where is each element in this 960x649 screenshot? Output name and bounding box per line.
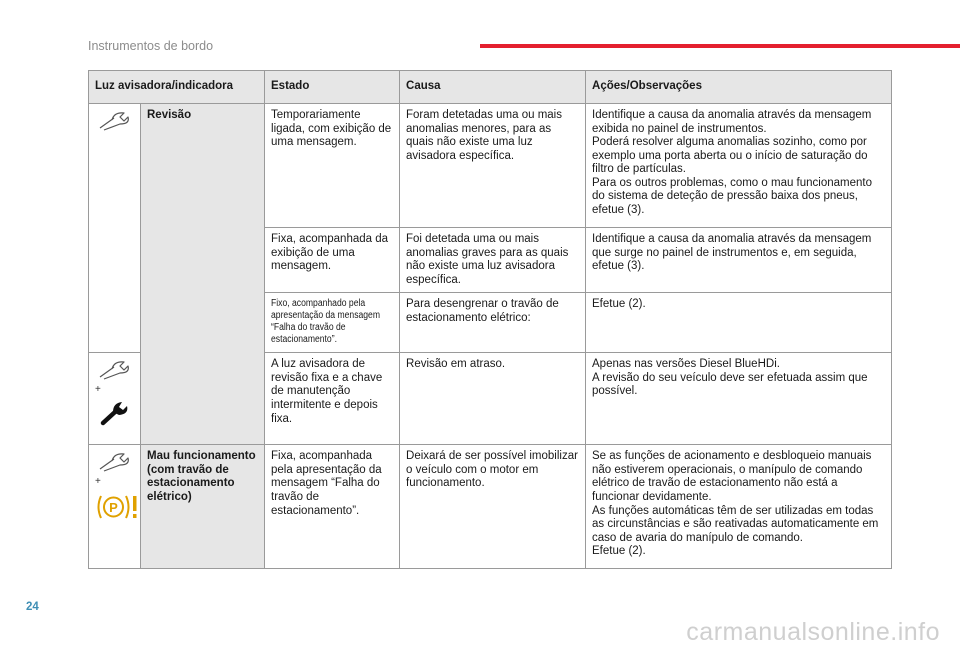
- watermark[interactable]: carmanualsonline.info: [686, 618, 940, 646]
- state-cell: [265, 293, 400, 353]
- state-cell: Fixa, acompanhada da exibição de uma mensagem.: [265, 228, 400, 293]
- state-cell: A luz avisadora de revisão fixa e a chave de manutenção intermitente e depois fixa.: [265, 353, 400, 445]
- state-cell: Temporariamente ligada, com exibição de uma mensagem.: [265, 104, 400, 228]
- state-text-condensed: Fixo, acompanhado pela apresentação da mensagem “Falha do travão de estacionamento”.: [271, 298, 381, 346]
- table-row: [89, 104, 892, 228]
- state-cell: Fixa, acompanhada pela apresentação da mensagem “Falha do travão de estacionamento”.: [265, 445, 400, 569]
- action-cell: Se as funções de acionamento e desbloqueio manuais não estiverem operacionais, o manípulo de comando elétrico de travão de estacionamento não está a funcionar devidamente. As funções automáticas têm de ser utilizadas em todas as circunstâncias e são reativadas automaticamente em caso de avaria do manípulo de comando. Efetue (2).: [586, 445, 892, 569]
- column-header-actions: Ações/Observações: [586, 71, 892, 104]
- cause-cell: Deixará de ser possível imobilizar o veículo com o motor em funcionamento.: [400, 445, 586, 569]
- action-cell: Apenas nas versões Diesel BlueHDi. A revisão do seu veículo deve ser efetuada assim que possível.: [586, 353, 892, 445]
- svg-text:P: P: [109, 500, 118, 516]
- wrench-outline-icon: [97, 109, 133, 131]
- cause-cell: Foram detetadas uma ou mais anomalias menores, para as quais não existe uma luz avisadora específica.: [400, 104, 586, 228]
- action-cell: Efetue (2).: [586, 293, 892, 353]
- action-cell: Identifique a causa da anomalia através da mensagem que surge no painel de instrumentos e, em seguida, efetue (3).: [586, 228, 892, 293]
- light-name-mau-funcionamento: Mau funcionamento (com travão de estacionamento elétrico): [141, 445, 265, 569]
- light-name-revisao: Revisão: [141, 104, 265, 445]
- running-title: Instrumentos de bordo: [88, 39, 214, 53]
- column-header-light: Luz avisadora/indicadora: [89, 71, 265, 104]
- column-header-cause: Causa: [400, 71, 586, 104]
- warning-lights-table: [88, 70, 892, 569]
- wrench-outline-icon: [97, 358, 133, 380]
- icon-cell-mau-funcionamento: [89, 445, 141, 569]
- wrench-outline-icon: [97, 450, 133, 472]
- cause-cell: Foi detetada uma ou mais anomalias graves para as quais não existe uma luz avisadora específica.: [400, 228, 586, 293]
- page-number: 24: [26, 601, 39, 613]
- table-row: [89, 445, 892, 569]
- column-header-state: Estado: [265, 71, 400, 104]
- action-cell: Identifique a causa da anomalia através da mensagem exibida no painel de instrumentos. Poderá resolver alguma anomalias sozinho, como por exemplo uma porta aberta ou o início de saturação do filtro de partículas. Para os outros problemas, como o mau funcionamento do sistema de deteção de pressão baixa dos pneus, efetue (3).: [586, 104, 892, 228]
- table-header-row: [89, 71, 892, 104]
- icon-cell-revisao: [89, 104, 141, 353]
- parking-brake-fault-icon: [95, 492, 139, 522]
- icon-cell-revisao-atraso: [89, 353, 141, 445]
- cause-cell: Revisão em atraso.: [400, 353, 586, 445]
- wrench-solid-icon: [100, 400, 130, 426]
- cause-cell: Para desengrenar o travão de estacionamento elétrico:: [400, 293, 586, 353]
- plus-sign: +: [95, 384, 101, 396]
- plus-sign: +: [95, 476, 101, 488]
- header-accent-rule: [480, 44, 960, 48]
